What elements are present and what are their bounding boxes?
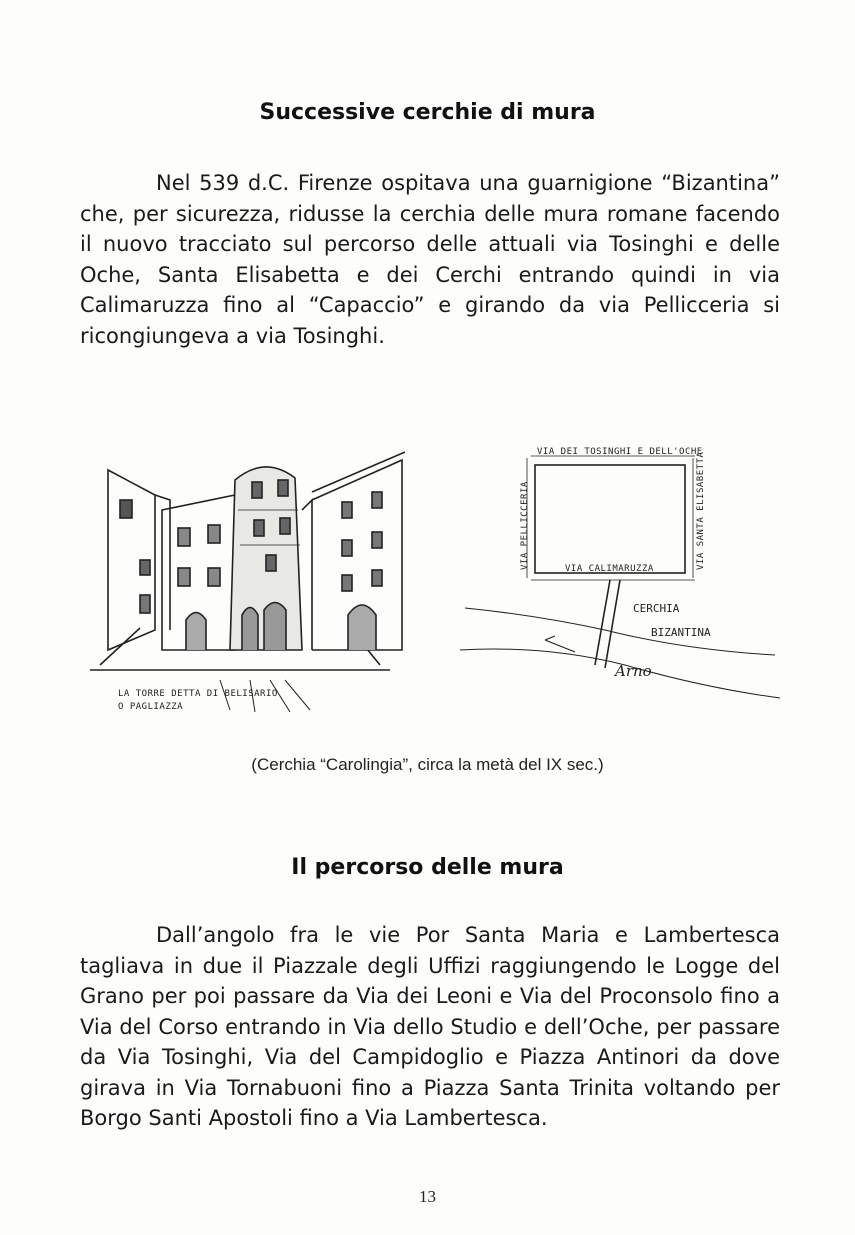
map-bottom-street: VIA CALIMARUZZA	[565, 564, 654, 574]
map-legend-line2: BIZANTINA	[651, 626, 711, 639]
page-number: 13	[419, 1187, 436, 1206]
wall-circuit-rectangle	[535, 465, 685, 573]
paragraph-percorso	[80, 920, 780, 1134]
paragraph-bizantina	[80, 168, 780, 351]
tower-sketch	[80, 450, 410, 720]
section-title-percorso: Il percorso delle mura	[291, 855, 564, 880]
figure-caption: (Cerchia “Carolingia”, circa la metà del IX sec.)	[251, 755, 604, 774]
section-title-successive-cerchie: Successive cerchie di mura	[259, 100, 596, 125]
tower-caption-line1: LA TORRE DETTA DI BELISARIO	[118, 689, 278, 699]
tower-caption-line2: O PAGLIAZZA	[118, 702, 184, 712]
map-left-street: VIA PELLICCERIA	[520, 481, 530, 570]
map-sketch	[455, 440, 785, 730]
map-top-street: VIA DEI TOSINGHI E DELL'OCHE	[537, 447, 703, 457]
map-legend-line1: CERCHIA	[633, 602, 680, 615]
map-right-street: VIA SANTA ELISABETTA	[696, 451, 706, 570]
map-river-label: Arno	[615, 662, 652, 680]
paragraph-bizantina-text: Nel 539 d.C. Firenze ospitava una guarnigione “Bizantina” che, per sicurezza, ridusse la cerchia delle mura romane facendo il nuovo tracciato sul percorso delle attuali via Tosinghi e delle Oche, Santa Elisabetta e dei Cerchi entrando quindi in via Calimaruzza fino al “Capaccio” e girando da via Pellicceria si ricongiungeva a via Tosinghi.	[80, 171, 780, 348]
paragraph-percorso-text: Dall’angolo fra le vie Por Santa Maria e Lambertesca tagliava in due il Piazzale degli Uffizi raggiungendo le Logge del Grano per poi passare da Via dei Leoni e Via del Proconsolo fino a Via del Corso entrando in Via dello Studio e dell’Oche, per passare da Via Tosinghi, Via del Campidoglio e Piazza Antinori da dove girava in Via Tornabuoni fino a Piazza Santa Trinita voltando per Borgo Santi Apostoli fino a Via Lambertesca.	[80, 923, 780, 1130]
